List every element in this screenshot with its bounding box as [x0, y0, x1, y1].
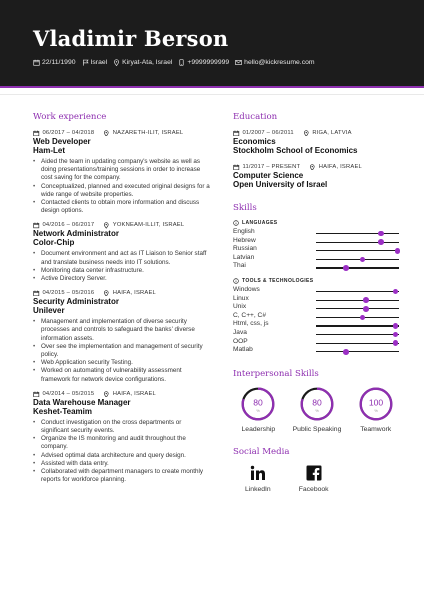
- linkedin-label: LinkedIn: [245, 485, 271, 493]
- date-location-row: [33, 221, 211, 229]
- location-text: NAZARETH-ILIT, ISRAEL: [112, 130, 184, 136]
- candidate-name: Vladimir Berson: [33, 26, 229, 51]
- job-company: Keshet-Teamim: [33, 406, 92, 416]
- progress-unit: %: [256, 407, 261, 413]
- job-company: Unilever: [33, 306, 65, 316]
- jobs-list: [33, 129, 211, 484]
- job-bullet: • Organize the IS monitoring and audit throughout the company.: [33, 435, 211, 451]
- header-divider: [0, 94, 424, 95]
- interpersonal-skill-label: Public Speaking: [292, 425, 342, 433]
- job-bullet: • Web Application security Testing.: [33, 359, 211, 367]
- skill-name: Java: [233, 328, 247, 336]
- skill-level-track: [316, 291, 399, 292]
- social-links: [245, 465, 401, 493]
- job-bullet: • Advised optimal data architecture and query design.: [33, 452, 211, 460]
- skill-name: Unix: [233, 303, 247, 311]
- languages-heading-text: LANGUAGES: [242, 220, 278, 226]
- skill-level-marker: [360, 315, 366, 321]
- interpersonal-skill: [233, 386, 284, 433]
- skill-name: Thai: [233, 262, 246, 270]
- phone-item[interactable]: [178, 59, 229, 66]
- location-text: HAIFA, ISRAEL: [318, 164, 362, 170]
- skill-row: [233, 262, 401, 271]
- work-section-title: Work experience: [33, 112, 107, 122]
- progress-unit: %: [315, 407, 319, 413]
- tech-heading: [233, 278, 401, 284]
- skill-level-marker: [393, 323, 399, 329]
- skill-name: Russian: [233, 245, 257, 253]
- skill-level-track: [316, 317, 399, 318]
- school-name: Open University of Israel: [233, 180, 328, 189]
- job-title: Data Warehouse Manager: [33, 397, 131, 407]
- skill-name: Windows: [233, 285, 260, 293]
- location-pin-icon: [103, 391, 110, 398]
- skill-row: [233, 254, 401, 263]
- job-bullet: • Assisted with data entry.: [33, 460, 211, 468]
- skill-name: OOP: [233, 337, 248, 345]
- linkedin-link[interactable]: [245, 465, 271, 493]
- date-location-row: [33, 390, 211, 398]
- job-bullets: [33, 318, 211, 384]
- interpersonal-skill-label: Teamwork: [360, 425, 392, 433]
- resume-header: [0, 0, 424, 88]
- location-text: HAIFA, ISRAEL: [112, 390, 156, 397]
- left-column: [33, 112, 211, 490]
- education-list: [233, 129, 401, 189]
- skill-level-track: [316, 259, 399, 260]
- job-bullets: [33, 158, 211, 215]
- job-bullet: • Document environment and act as IT Liaison to Senior staff and translate business needs into IT solutions.: [33, 250, 211, 266]
- city-item: [113, 59, 172, 66]
- date-range: 04/2016 – 06/2017: [42, 222, 95, 229]
- skill-level-marker: [393, 340, 399, 346]
- date-location-row: [33, 289, 211, 297]
- tech-group: [233, 278, 401, 355]
- skill-level-track: [316, 267, 399, 268]
- school-name: Stockholm School of Economics: [233, 146, 358, 155]
- date-location-row: [233, 163, 401, 171]
- calendar-icon: [233, 164, 240, 171]
- languages-group: [233, 220, 401, 271]
- skill-name: English: [233, 228, 255, 235]
- skill-row: [233, 228, 401, 237]
- calendar-icon: [33, 391, 40, 398]
- calendar-icon: [33, 130, 40, 137]
- job-company: Ham-Let: [33, 146, 66, 155]
- job-bullet: • Monitoring data center infrastructure.: [33, 267, 211, 275]
- facebook-link[interactable]: [299, 465, 329, 493]
- skill-level-marker: [378, 231, 384, 237]
- interpersonal-circles: [233, 386, 401, 433]
- education-section-title: Education: [233, 112, 278, 122]
- interpersonal-skill: [350, 386, 401, 433]
- job-entry: [33, 390, 211, 485]
- job-bullet: • Active Directory Server.: [33, 275, 211, 283]
- facebook-icon: [306, 465, 322, 481]
- skill-level-marker: [395, 248, 401, 254]
- skill-name: Html, css, js: [233, 320, 269, 328]
- skills-section-title: Skills: [233, 203, 257, 213]
- skill-level-track: [316, 250, 399, 251]
- location-pin-icon: [309, 164, 316, 171]
- skill-name: Linux: [233, 294, 249, 302]
- tech-heading-text: TOOLS & TECHNOLOGIES: [242, 277, 314, 284]
- job-bullet: • Aided the team in updating company's website as well as doing presentations/training sessions in order to increase cost saving for the company.: [33, 158, 211, 183]
- job-entry: [33, 289, 211, 384]
- calendar-icon: [33, 222, 40, 229]
- skill-level-track: [316, 233, 399, 234]
- email-text: hello@kickresume.com: [244, 59, 315, 66]
- skill-level-track: [316, 351, 399, 352]
- skill-name: C, C++, C#: [233, 311, 266, 319]
- right-column: [233, 112, 401, 493]
- skill-level-marker: [378, 239, 384, 245]
- calendar-icon: [233, 130, 240, 137]
- job-bullet: • Conduct investigation on the cross departments or significant security events.: [33, 419, 211, 435]
- job-bullets: [33, 419, 211, 485]
- country-item: [82, 59, 108, 66]
- birthdate-text: 22/11/1990: [42, 59, 76, 66]
- date-range: 04/2014 – 05/2015: [42, 390, 95, 397]
- job-title: Network Administrator: [33, 229, 119, 239]
- job-title: Security Administrator: [33, 297, 119, 307]
- skill-level-track: [316, 308, 399, 309]
- location-pin-icon: [103, 290, 110, 297]
- skill-level-marker: [393, 289, 399, 295]
- date-range: 11/2017 – PRESENT: [242, 164, 301, 170]
- job-bullets: [33, 250, 211, 283]
- job-company: Color-Chip: [33, 238, 75, 248]
- linkedin-icon: [250, 465, 266, 481]
- job-bullet: • Over see the implementation and management of security policy.: [33, 343, 211, 359]
- location-pin-icon: [303, 130, 310, 137]
- info-icon: [233, 220, 239, 226]
- job-bullet: • Collaborated with department managers to create monthly reports for workforce planning.: [33, 468, 211, 484]
- country-text: Israel: [90, 59, 108, 66]
- job-entry: [33, 221, 211, 283]
- phone-text: +9999999999: [187, 59, 230, 66]
- date-range: 04/2015 – 05/2016: [42, 290, 95, 297]
- interpersonal-skill-label: Leadership: [241, 425, 276, 433]
- location-pin-icon: [103, 130, 110, 137]
- city-text: Kiryat-Ata, Israel: [122, 59, 173, 66]
- education-entry: [233, 129, 401, 155]
- progress-ring: [358, 386, 394, 422]
- calendar-icon: [33, 290, 40, 297]
- progress-ring: [299, 386, 335, 422]
- location-text: HAIFA, ISRAEL: [112, 290, 156, 297]
- phone-icon: [178, 59, 185, 66]
- job-entry: [33, 129, 211, 215]
- skill-row: [233, 303, 401, 312]
- birthdate-item: [33, 59, 76, 66]
- location-text: RIGA, LATVIA: [312, 130, 352, 136]
- progress-ring: [240, 386, 276, 422]
- skill-row: [233, 286, 401, 295]
- calendar-icon: [33, 59, 40, 66]
- envelope-icon: [235, 59, 242, 66]
- skill-name: Matlab: [233, 346, 253, 354]
- info-icon: [233, 278, 239, 284]
- progress-value: 100: [368, 397, 383, 408]
- skill-row: [233, 237, 401, 246]
- languages-list: [233, 228, 401, 271]
- skill-row: [233, 245, 401, 254]
- flag-icon: [82, 59, 89, 66]
- skill-level-track: [316, 343, 399, 344]
- progress-value: 80: [253, 397, 264, 408]
- date-range: 06/2017 – 04/2018: [42, 130, 95, 136]
- progress-value: 80: [312, 397, 322, 408]
- skill-row: [233, 312, 401, 321]
- date-location-row: [33, 129, 211, 137]
- progress-unit: %: [373, 407, 378, 413]
- languages-heading: [233, 220, 401, 226]
- skill-level-track: [316, 300, 399, 301]
- date-location-row: [233, 129, 401, 137]
- interpersonal-section-title: Interpersonal Skills: [233, 368, 319, 379]
- skill-level-marker: [343, 265, 349, 271]
- skill-level-marker: [363, 297, 369, 303]
- skill-level-track: [316, 242, 399, 243]
- skill-level-marker: [343, 349, 349, 355]
- skill-level-marker: [360, 257, 366, 263]
- degree-title: Economics: [233, 137, 276, 146]
- skill-row: [233, 295, 401, 304]
- job-bullet: • Conceptualized, planned and executed original designs for a wide range of website properties.: [33, 183, 211, 199]
- degree-title: Computer Science: [233, 171, 304, 180]
- email-item[interactable]: [235, 59, 314, 66]
- skill-row: [233, 338, 401, 347]
- job-bullet: • Worked on automating of vulnerability assessment framework for network device configurations.: [33, 367, 211, 383]
- skill-name: Hebrew: [233, 236, 256, 244]
- interpersonal-skill: [292, 386, 343, 433]
- skill-level-track: [316, 325, 399, 326]
- skill-name: Latvian: [233, 253, 255, 261]
- tech-list: [233, 286, 401, 355]
- skill-level-track: [316, 334, 399, 335]
- skill-row: [233, 346, 401, 355]
- job-bullet: • Contacted clients to obtain more information and discuss design options.: [33, 199, 211, 215]
- social-section-title: Social Media: [233, 446, 290, 457]
- location-pin-icon: [113, 59, 120, 66]
- skill-level-marker: [363, 306, 369, 312]
- job-title: Web Developer: [33, 137, 91, 146]
- skill-row: [233, 329, 401, 338]
- date-range: 01/2007 – 06/2011: [242, 130, 294, 136]
- location-text: YOKNEAM-ILLIT, ISRAEL: [112, 222, 185, 229]
- skill-level-marker: [393, 332, 399, 338]
- education-entry: [233, 163, 401, 189]
- location-pin-icon: [103, 222, 110, 229]
- facebook-label: Facebook: [298, 485, 329, 493]
- contact-bar: [33, 59, 315, 66]
- skill-row: [233, 320, 401, 329]
- job-bullet: • Management and implementation of diverse security processes and controls to safeguard the banks' diverse information assets.: [33, 318, 211, 343]
